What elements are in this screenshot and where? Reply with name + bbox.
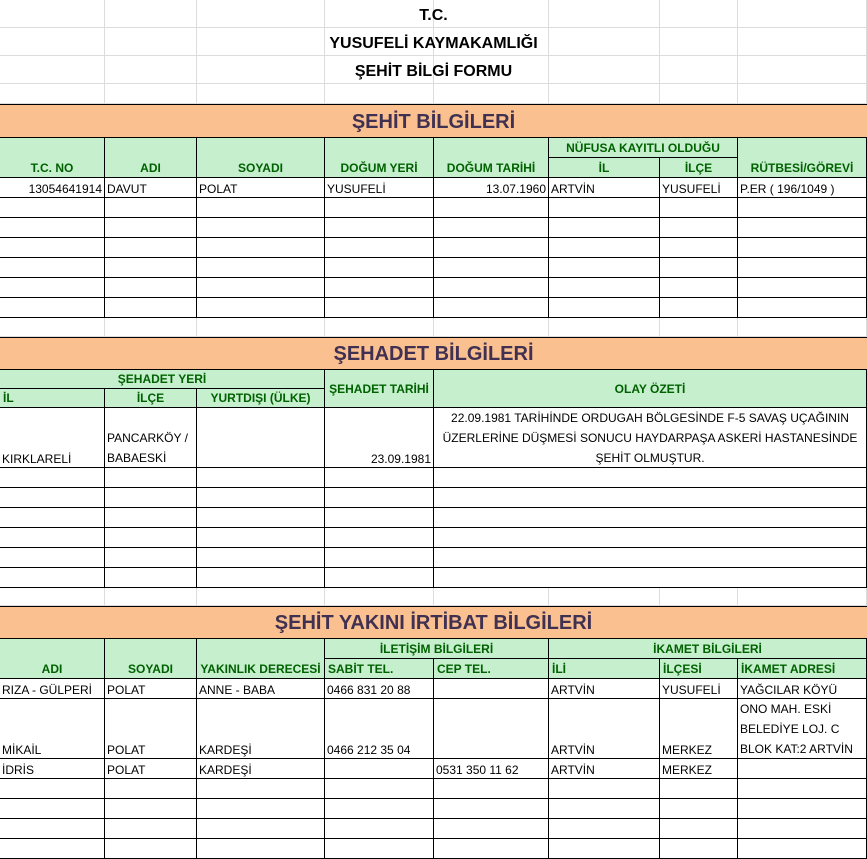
col-header-sehadet-yeri-group: ŞEHADET YERİ	[0, 370, 325, 389]
yakin-3-soyadi: POLAT	[105, 759, 197, 779]
empty-cell[interactable]	[105, 488, 197, 508]
col-header-dogum-tarihi: DOĞUM TARİHİ	[434, 138, 549, 178]
yakin-2-adres: ONO MAH. ESKİ BELEDİYE LOJ. C BLOK KAT:2 ARTVİN	[738, 699, 867, 759]
yakin-3-adi: İDRİS	[0, 759, 105, 779]
empty-cell[interactable]	[0, 198, 105, 218]
header-line-3: ŞEHİT BİLGİ FORMU	[354, 63, 513, 80]
empty-cell[interactable]	[660, 588, 738, 606]
empty-cell[interactable]	[549, 198, 660, 218]
sehadet-il: KIRKLARELİ	[0, 408, 105, 468]
header-line-2: YUSUFELİ KAYMAKAMLIĞI	[329, 35, 538, 52]
empty-cell[interactable]	[549, 819, 660, 839]
sehadet-yurtdisi	[197, 408, 325, 468]
empty-cell[interactable]	[0, 568, 105, 588]
yakin-1-adi: RIZA - GÜLPERİ	[0, 679, 105, 699]
empty-cell[interactable]	[197, 779, 325, 799]
olay-ozeti-text: 22.09.1981 TARİHİNDE ORDUGAH BÖLGESİNDE F-5 SAVAŞ UÇAĞININ ÜZERLERİNE DÜŞMESİ SONUCU HAYDARPAŞA ASKERİ HASTANESİNDE ŞEHİT OLMUŞTUR.	[442, 411, 858, 465]
empty-cell[interactable]	[434, 548, 867, 568]
empty-cell[interactable]	[197, 508, 325, 528]
empty-cell[interactable]	[105, 468, 197, 488]
empty-cell[interactable]	[325, 568, 434, 588]
empty-cell[interactable]	[660, 779, 738, 799]
empty-cell[interactable]	[434, 84, 549, 104]
empty-cell[interactable]	[197, 258, 325, 278]
sehit-tc-no: 13054641914	[0, 178, 105, 198]
sehadet-ilce-line-1: PANCARKÖY /	[107, 431, 188, 445]
empty-cell[interactable]	[197, 488, 325, 508]
empty-cell[interactable]	[549, 278, 660, 298]
empty-cell[interactable]	[660, 238, 738, 258]
yakin-1-ili: ARTVİN	[549, 679, 660, 699]
empty-cell[interactable]	[549, 588, 660, 606]
empty-cell[interactable]	[434, 839, 549, 859]
empty-cell[interactable]	[434, 799, 549, 819]
empty-cell[interactable]	[325, 508, 434, 528]
col-header-sehadet-tarihi: ŞEHADET TARİHİ	[325, 370, 434, 408]
yakin-3-sabit-tel	[325, 759, 434, 779]
empty-cell[interactable]	[325, 839, 434, 859]
sehit-nufus-il: ARTVİN	[549, 178, 660, 198]
empty-cell[interactable]	[0, 278, 105, 298]
col-header-yakin-adi: ADI	[0, 639, 105, 679]
empty-cell[interactable]	[0, 779, 105, 799]
empty-cell[interactable]	[197, 839, 325, 859]
empty-cell[interactable]	[549, 779, 660, 799]
empty-cell[interactable]	[105, 238, 197, 258]
empty-cell[interactable]	[738, 298, 867, 318]
empty-cell[interactable]	[197, 278, 325, 298]
yakin-2-soyadi: POLAT	[105, 699, 197, 759]
empty-cell[interactable]	[660, 278, 738, 298]
empty-cell[interactable]	[325, 488, 434, 508]
empty-cell[interactable]	[549, 318, 660, 337]
empty-cell[interactable]	[105, 318, 197, 337]
yakin-2-ilcesi: MERKEZ	[660, 699, 738, 759]
empty-cell[interactable]	[738, 84, 867, 104]
col-header-ikamet-ili: İLİ	[549, 659, 660, 679]
empty-cell[interactable]	[0, 318, 105, 337]
empty-cell[interactable]	[197, 318, 325, 337]
empty-cell[interactable]	[105, 258, 197, 278]
yakin-3-ili: ARTVİN	[549, 759, 660, 779]
empty-cell[interactable]	[197, 528, 325, 548]
col-header-tc-no: T.C. NO	[0, 138, 105, 178]
empty-cell[interactable]	[549, 258, 660, 278]
empty-cell[interactable]	[660, 218, 738, 238]
empty-cell[interactable]	[325, 258, 434, 278]
sehit-nufus-ilce: YUSUFELİ	[660, 178, 738, 198]
empty-cell[interactable]	[197, 298, 325, 318]
col-header-ikamet-ilcesi: İLÇESİ	[660, 659, 738, 679]
yakin-1-yakinlik: ANNE - BABA	[197, 679, 325, 699]
yakin-1-cep-tel	[434, 679, 549, 699]
col-header-cep-tel: CEP TEL.	[434, 659, 549, 679]
empty-cell[interactable]	[105, 568, 197, 588]
sehadet-tarihi: 23.09.1981	[325, 408, 434, 468]
empty-cell[interactable]	[105, 84, 197, 104]
col-header-rutbe: RÜTBESİ/GÖREVİ	[738, 138, 867, 178]
empty-cell[interactable]	[738, 218, 867, 238]
col-header-nufus-group: NÜFUSA KAYITLI OLDUĞU	[549, 138, 738, 158]
empty-cell[interactable]	[434, 508, 867, 528]
empty-cell[interactable]	[325, 218, 434, 238]
col-header-sehadet-ilce: İLÇE	[105, 389, 197, 408]
sehit-dogum-tarihi: 13.07.1960	[434, 178, 549, 198]
yakin-1-adres: YAĞCILAR KÖYÜ	[738, 679, 867, 699]
empty-cell[interactable]	[0, 588, 105, 606]
empty-cell[interactable]	[660, 298, 738, 318]
col-header-ikamet-group: İKAMET BİLGİLERİ	[549, 639, 867, 659]
yakin-2-adi: MİKAİL	[0, 699, 105, 759]
section-title-sehit-bilgileri: ŞEHİT BİLGİLERİ	[0, 104, 867, 138]
empty-cell[interactable]	[660, 819, 738, 839]
empty-cell[interactable]	[434, 819, 549, 839]
empty-cell[interactable]	[325, 238, 434, 258]
yakin-2-sabit-tel: 0466 212 35 04	[325, 699, 434, 759]
yakin-3-ilcesi: MERKEZ	[660, 759, 738, 779]
col-header-sehadet-il: İL	[0, 389, 105, 408]
empty-cell[interactable]	[325, 84, 434, 104]
empty-cell[interactable]	[738, 278, 867, 298]
empty-cell[interactable]	[738, 258, 867, 278]
empty-cell[interactable]	[325, 779, 434, 799]
empty-cell[interactable]	[434, 318, 549, 337]
col-header-sabit-tel: SABİT TEL.	[325, 659, 434, 679]
yakin-2-cep-tel	[434, 699, 549, 759]
empty-cell[interactable]	[105, 799, 197, 819]
empty-cell[interactable]	[105, 548, 197, 568]
yakin-1-soyadi: POLAT	[105, 679, 197, 699]
empty-cell[interactable]	[325, 278, 434, 298]
empty-cell[interactable]	[738, 839, 867, 859]
empty-cell[interactable]	[0, 238, 105, 258]
empty-cell[interactable]	[197, 799, 325, 819]
empty-cell[interactable]	[197, 198, 325, 218]
empty-cell[interactable]	[549, 84, 660, 104]
sehit-adi: DAVUT	[105, 178, 197, 198]
empty-cell[interactable]	[660, 318, 738, 337]
empty-cell[interactable]	[105, 819, 197, 839]
empty-cell[interactable]	[325, 298, 434, 318]
empty-cell[interactable]	[0, 839, 105, 859]
empty-cell[interactable]	[738, 318, 867, 337]
empty-cell[interactable]	[0, 488, 105, 508]
col-header-yakinlik: YAKINLIK DERECESİ	[197, 639, 325, 679]
col-header-adi: ADI	[105, 138, 197, 178]
empty-cell[interactable]	[660, 799, 738, 819]
yakin-3-yakinlik: KARDEŞİ	[197, 759, 325, 779]
col-header-soyadi: SOYADI	[197, 138, 325, 178]
empty-cell[interactable]	[105, 198, 197, 218]
empty-cell[interactable]	[325, 799, 434, 819]
empty-cell[interactable]	[0, 508, 105, 528]
sehadet-ilce-line-2: BABAESKİ	[107, 451, 167, 465]
empty-cell[interactable]	[660, 839, 738, 859]
empty-cell[interactable]	[0, 298, 105, 318]
empty-cell[interactable]	[0, 799, 105, 819]
col-header-dogum-yeri: DOĞUM YERİ	[325, 138, 434, 178]
empty-cell[interactable]	[0, 218, 105, 238]
yakin-2-yakinlik: KARDEŞİ	[197, 699, 325, 759]
sehit-rutbe: P.ER ( 196/1049 )	[738, 178, 867, 198]
empty-cell[interactable]	[434, 588, 549, 606]
empty-cell[interactable]	[197, 588, 325, 606]
yakin-2-ili: ARTVİN	[549, 699, 660, 759]
empty-cell[interactable]	[197, 819, 325, 839]
empty-cell[interactable]	[0, 528, 105, 548]
empty-cell[interactable]	[549, 839, 660, 859]
yakin-1-sabit-tel: 0466 831 20 88	[325, 679, 434, 699]
empty-cell[interactable]	[434, 528, 867, 548]
col-header-yakin-soyadi: SOYADI	[105, 639, 197, 679]
col-header-il: İL	[549, 158, 660, 178]
empty-cell[interactable]	[325, 468, 434, 488]
empty-cell[interactable]	[434, 779, 549, 799]
empty-cell[interactable]	[197, 218, 325, 238]
empty-cell[interactable]	[434, 568, 867, 588]
empty-cell[interactable]	[197, 468, 325, 488]
empty-cell[interactable]	[660, 198, 738, 218]
sehadet-ilce	[105, 408, 197, 468]
empty-cell[interactable]	[660, 84, 738, 104]
empty-cell[interactable]	[738, 198, 867, 218]
empty-cell[interactable]	[434, 278, 549, 298]
empty-cell[interactable]	[325, 819, 434, 839]
empty-cell[interactable]	[105, 588, 197, 606]
empty-cell[interactable]	[549, 799, 660, 819]
empty-cell[interactable]	[738, 819, 867, 839]
empty-cell[interactable]	[738, 779, 867, 799]
empty-cell[interactable]	[0, 819, 105, 839]
sehit-soyadi: POLAT	[197, 178, 325, 198]
col-header-ikamet-adresi: İKAMET ADRESİ	[738, 659, 867, 679]
empty-cell[interactable]	[549, 218, 660, 238]
empty-cell[interactable]	[434, 218, 549, 238]
empty-cell[interactable]	[434, 198, 549, 218]
empty-cell[interactable]	[325, 318, 434, 337]
olay-ozeti-cell	[434, 408, 867, 468]
col-header-yurtdisi: YURTDIŞI (ÜLKE)	[197, 389, 325, 408]
yakin-1-ilcesi: YUSUFELİ	[660, 679, 738, 699]
empty-cell[interactable]	[434, 488, 867, 508]
empty-cell[interactable]	[325, 588, 434, 606]
empty-cell[interactable]	[738, 588, 867, 606]
empty-cell[interactable]	[197, 84, 325, 104]
col-header-ilce: İLÇE	[660, 158, 738, 178]
empty-cell[interactable]	[0, 548, 105, 568]
empty-cell[interactable]	[0, 84, 105, 104]
empty-cell[interactable]	[0, 258, 105, 278]
empty-cell[interactable]	[325, 548, 434, 568]
section-title-sehadet-bilgileri: ŞEHADET BİLGİLERİ	[0, 337, 867, 370]
empty-cell[interactable]	[738, 799, 867, 819]
empty-cell[interactable]	[105, 278, 197, 298]
header-line-1: T.C.	[419, 7, 448, 24]
empty-cell[interactable]	[197, 548, 325, 568]
empty-cell[interactable]	[105, 508, 197, 528]
empty-cell[interactable]	[197, 238, 325, 258]
empty-cell[interactable]	[660, 258, 738, 278]
yakin-3-cep-tel: 0531 350 11 62	[434, 759, 549, 779]
empty-cell[interactable]	[105, 528, 197, 548]
empty-cell[interactable]	[738, 238, 867, 258]
yakin-3-adres	[738, 759, 867, 779]
empty-cell[interactable]	[105, 298, 197, 318]
empty-cell[interactable]	[549, 238, 660, 258]
empty-cell[interactable]	[105, 839, 197, 859]
empty-cell[interactable]	[0, 468, 105, 488]
empty-cell[interactable]	[434, 258, 549, 278]
empty-cell[interactable]	[105, 779, 197, 799]
empty-cell[interactable]	[434, 468, 867, 488]
col-header-olay-ozeti: OLAY ÖZETİ	[434, 370, 867, 408]
empty-cell[interactable]	[105, 218, 197, 238]
empty-cell[interactable]	[549, 298, 660, 318]
sehit-dogum-yeri: YUSUFELİ	[325, 178, 434, 198]
section-title-irtibat-bilgileri: ŞEHİT YAKINI İRTİBAT BİLGİLERİ	[0, 606, 867, 639]
col-header-iletisim-group: İLETİŞİM BİLGİLERİ	[325, 639, 549, 659]
empty-cell[interactable]	[197, 568, 325, 588]
empty-cell[interactable]	[325, 528, 434, 548]
empty-cell[interactable]	[434, 298, 549, 318]
empty-cell[interactable]	[325, 198, 434, 218]
empty-cell[interactable]	[434, 238, 549, 258]
